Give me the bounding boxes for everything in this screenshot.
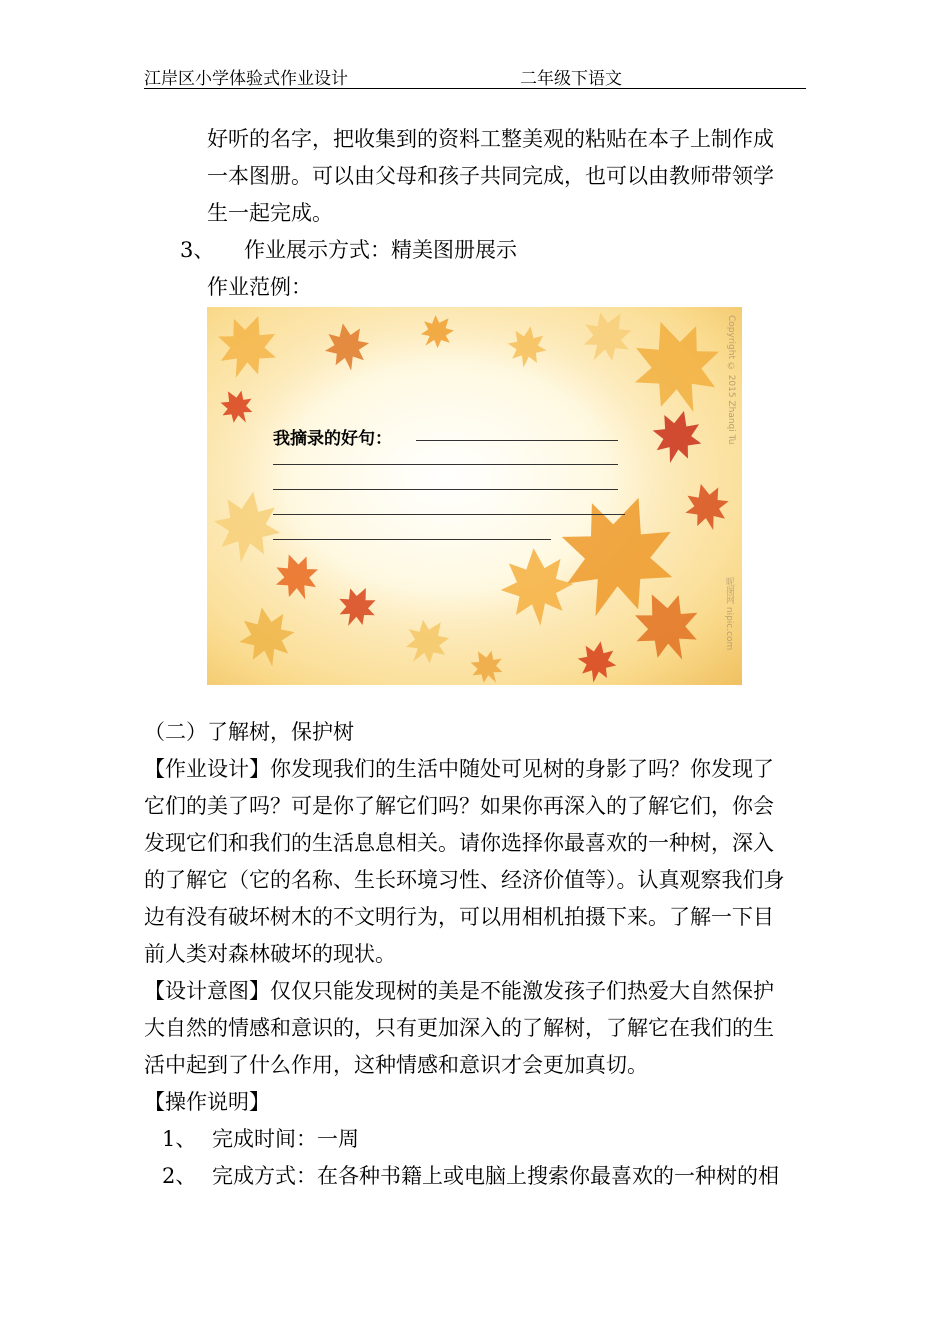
example-label: 作业范例：: [207, 275, 312, 299]
list-item-3: [180, 235, 517, 265]
watermark-site: 昵图网 nipic.com: [724, 577, 734, 651]
design-line: 前人类对森林破坏的现状。: [144, 942, 396, 966]
list-text: 完成方式：在各种书籍上或电脑上搜索你最喜欢的一种树的相: [212, 1164, 779, 1188]
header-grade-subject: 二年级下语文: [520, 69, 622, 89]
design-line: 发现它们和我们的生活息息相关。请你选择你最喜欢的一种树，深入: [144, 831, 774, 855]
list-text: 作业展示方式：精美图册展示: [244, 238, 517, 262]
blank-line: [273, 464, 618, 465]
operation-item-2: [162, 1161, 779, 1191]
paragraph-line: 生一起完成。: [207, 201, 333, 225]
blank-line: [273, 539, 551, 540]
watermark-copyright: Copyright © 2015 Zhanqi Tu: [726, 315, 736, 445]
design-line: 【作业设计】你发现我们的生活中随处可见树的身影了吗？你发现了: [144, 757, 774, 781]
autumn-leaves-illustration: [207, 307, 742, 685]
blank-line: [416, 440, 618, 441]
section-heading: （二）了解树，保护树: [144, 720, 354, 744]
list-number: 2、: [162, 1164, 197, 1188]
figure-title: 我摘录的好句：: [273, 429, 392, 449]
example-image: [207, 307, 742, 685]
intent-line: 【设计意图】仅仅只能发现树的美是不能激发孩子们热爱大自然保护: [144, 979, 774, 1003]
list-number: 3、: [180, 238, 215, 262]
design-line: 边有没有破坏树木的不文明行为，可以用相机拍摄下来。了解一下目: [144, 905, 774, 929]
header-school-title: 江岸区小学体验式作业设计: [144, 69, 348, 89]
design-line: 它们的美了吗？可是你了解它们吗？如果你再深入的了解它们，你会: [144, 794, 774, 818]
design-line: 的了解它（它的名称、生长环境习性、经济价值等）。认真观察我们身: [144, 868, 785, 892]
paragraph-line: 好听的名字，把收集到的资料工整美观的粘贴在本子上制作成: [207, 127, 774, 151]
paragraph-line: 一本图册。可以由父母和孩子共同完成，也可以由教师带领学: [207, 164, 774, 188]
list-number: 1、: [162, 1127, 197, 1151]
intent-line: 大自然的情感和意识的，只有更加深入的了解树，了解它在我们的生: [144, 1016, 774, 1040]
blank-line: [273, 514, 625, 515]
blank-line: [273, 489, 618, 490]
list-text: 完成时间：一周: [212, 1127, 359, 1151]
intent-line: 活中起到了什么作用，这种情感和意识才会更加真切。: [144, 1053, 648, 1077]
operations-heading: 【操作说明】: [144, 1090, 270, 1114]
page-header: [144, 64, 806, 89]
operation-item-1: [162, 1124, 359, 1154]
